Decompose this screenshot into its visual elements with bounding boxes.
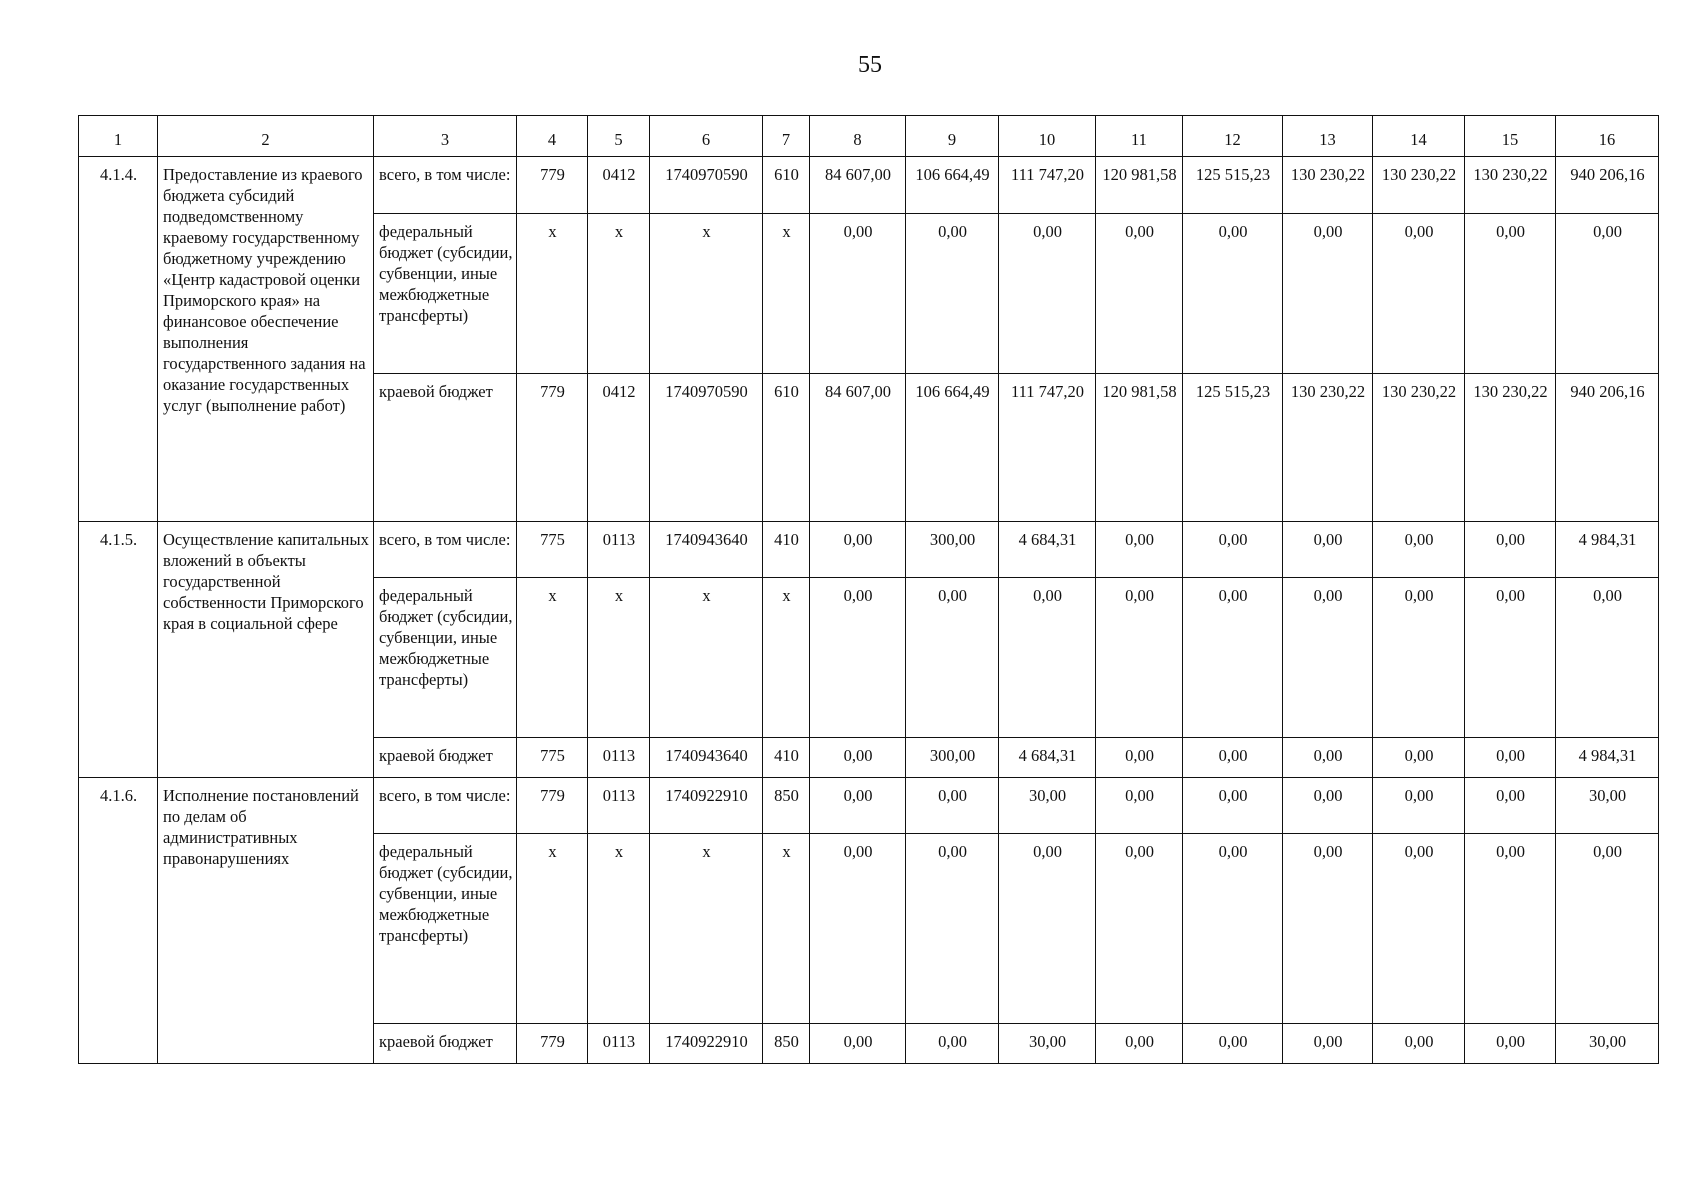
cell-col9: 0,00 xyxy=(906,214,999,374)
cell-col5: 0412 xyxy=(588,374,650,522)
cell-col11: 0,00 xyxy=(1096,214,1183,374)
cell-col8: 84 607,00 xyxy=(810,157,906,214)
cell-col4: 775 xyxy=(517,738,588,778)
cell-col15: 0,00 xyxy=(1465,834,1556,1024)
cell-col9: 0,00 xyxy=(906,778,999,834)
cell-col14: 0,00 xyxy=(1373,738,1465,778)
cell-col5: 0412 xyxy=(588,157,650,214)
cell-col12: 0,00 xyxy=(1183,738,1283,778)
cell-col4: 779 xyxy=(517,1024,588,1064)
cell-col8: 0,00 xyxy=(810,578,906,738)
cell-col13: 0,00 xyxy=(1283,834,1373,1024)
cell-col16: 0,00 xyxy=(1556,578,1659,738)
header-cell: 2 xyxy=(158,116,374,157)
cell-col16: 940 206,16 xyxy=(1556,374,1659,522)
cell-col11: 0,00 xyxy=(1096,522,1183,578)
budget-table xyxy=(78,115,1659,1064)
item-description: Исполнение постановлений по делам об административных правонарушениях xyxy=(158,778,374,1064)
cell-col10: 30,00 xyxy=(999,778,1096,834)
cell-col5: x xyxy=(588,578,650,738)
header-cell: 1 xyxy=(79,116,158,157)
cell-col6: 1740970590 xyxy=(650,374,763,522)
cell-col10: 4 684,31 xyxy=(999,522,1096,578)
cell-col6: 1740922910 xyxy=(650,778,763,834)
cell-col12: 125 515,23 xyxy=(1183,157,1283,214)
cell-col10: 4 684,31 xyxy=(999,738,1096,778)
cell-col12: 0,00 xyxy=(1183,578,1283,738)
cell-col9: 0,00 xyxy=(906,1024,999,1064)
cell-col8: 0,00 xyxy=(810,778,906,834)
cell-col12: 0,00 xyxy=(1183,1024,1283,1064)
table-row xyxy=(79,157,1659,214)
cell-col7: x xyxy=(763,834,810,1024)
header-cell: 12 xyxy=(1183,116,1283,157)
cell-col14: 0,00 xyxy=(1373,522,1465,578)
cell-col5: x xyxy=(588,214,650,374)
cell-col11: 0,00 xyxy=(1096,834,1183,1024)
cell-col6: x xyxy=(650,834,763,1024)
cell-col11: 0,00 xyxy=(1096,778,1183,834)
cell-col9: 106 664,49 xyxy=(906,374,999,522)
item-number: 4.1.6. xyxy=(79,778,158,1064)
cell-col15: 0,00 xyxy=(1465,578,1556,738)
cell-col8: 0,00 xyxy=(810,1024,906,1064)
cell-col9: 300,00 xyxy=(906,738,999,778)
table-body xyxy=(79,116,1659,1064)
cell-col7: 850 xyxy=(763,778,810,834)
header-cell: 11 xyxy=(1096,116,1183,157)
header-cell: 14 xyxy=(1373,116,1465,157)
cell-col15: 0,00 xyxy=(1465,738,1556,778)
funding-source: всего, в том числе: xyxy=(374,778,517,834)
cell-col14: 0,00 xyxy=(1373,214,1465,374)
cell-col14: 130 230,22 xyxy=(1373,374,1465,522)
header-cell: 15 xyxy=(1465,116,1556,157)
cell-col9: 106 664,49 xyxy=(906,157,999,214)
table-row xyxy=(79,778,1659,834)
cell-col13: 0,00 xyxy=(1283,738,1373,778)
cell-col5: 0113 xyxy=(588,738,650,778)
cell-col6: 1740970590 xyxy=(650,157,763,214)
header-cell: 10 xyxy=(999,116,1096,157)
cell-col8: 0,00 xyxy=(810,522,906,578)
cell-col8: 84 607,00 xyxy=(810,374,906,522)
cell-col6: 1740922910 xyxy=(650,1024,763,1064)
cell-col7: 410 xyxy=(763,738,810,778)
funding-source: федеральный бюджет (субсидии, субвенции, иные межбюджетные трансферты) xyxy=(374,214,517,374)
cell-col13: 0,00 xyxy=(1283,778,1373,834)
cell-col13: 0,00 xyxy=(1283,1024,1373,1064)
item-number: 4.1.4. xyxy=(79,157,158,522)
cell-col7: 410 xyxy=(763,522,810,578)
cell-col12: 0,00 xyxy=(1183,834,1283,1024)
cell-col10: 0,00 xyxy=(999,578,1096,738)
cell-col12: 0,00 xyxy=(1183,214,1283,374)
cell-col13: 130 230,22 xyxy=(1283,374,1373,522)
cell-col7: 610 xyxy=(763,374,810,522)
table-row xyxy=(79,522,1659,578)
cell-col14: 0,00 xyxy=(1373,778,1465,834)
funding-source: всего, в том числе: xyxy=(374,522,517,578)
cell-col7: x xyxy=(763,578,810,738)
cell-col11: 120 981,58 xyxy=(1096,374,1183,522)
cell-col6: x xyxy=(650,578,763,738)
cell-col12: 0,00 xyxy=(1183,522,1283,578)
cell-col10: 0,00 xyxy=(999,834,1096,1024)
header-cell: 5 xyxy=(588,116,650,157)
cell-col15: 130 230,22 xyxy=(1465,157,1556,214)
cell-col8: 0,00 xyxy=(810,214,906,374)
cell-col4: 779 xyxy=(517,778,588,834)
cell-col9: 0,00 xyxy=(906,578,999,738)
cell-col8: 0,00 xyxy=(810,738,906,778)
cell-col10: 30,00 xyxy=(999,1024,1096,1064)
header-cell: 9 xyxy=(906,116,999,157)
cell-col14: 130 230,22 xyxy=(1373,157,1465,214)
cell-col10: 0,00 xyxy=(999,214,1096,374)
funding-source: федеральный бюджет (субсидии, субвенции, иные межбюджетные трансферты) xyxy=(374,834,517,1024)
cell-col13: 0,00 xyxy=(1283,214,1373,374)
cell-col16: 0,00 xyxy=(1556,834,1659,1024)
cell-col14: 0,00 xyxy=(1373,1024,1465,1064)
cell-col4: 779 xyxy=(517,157,588,214)
cell-col5: x xyxy=(588,834,650,1024)
cell-col4: x xyxy=(517,214,588,374)
cell-col16: 4 984,31 xyxy=(1556,738,1659,778)
header-cell: 16 xyxy=(1556,116,1659,157)
cell-col15: 0,00 xyxy=(1465,522,1556,578)
item-description: Предоставление из краевого бюджета субсидий подведомственному краевому государственному бюджетному учреждению «Центр кадастровой оценки Приморского края» на финансовое обеспечение выполнения государственного задания на оказание государственных услуг (выполнение работ) xyxy=(158,157,374,522)
cell-col13: 0,00 xyxy=(1283,522,1373,578)
cell-col9: 0,00 xyxy=(906,834,999,1024)
cell-col7: 610 xyxy=(763,157,810,214)
cell-col5: 0113 xyxy=(588,1024,650,1064)
cell-col7: x xyxy=(763,214,810,374)
funding-source: федеральный бюджет (субсидии, субвенции, иные межбюджетные трансферты) xyxy=(374,578,517,738)
cell-col6: 1740943640 xyxy=(650,738,763,778)
cell-col12: 125 515,23 xyxy=(1183,374,1283,522)
cell-col9: 300,00 xyxy=(906,522,999,578)
cell-col4: 775 xyxy=(517,522,588,578)
item-number: 4.1.5. xyxy=(79,522,158,778)
cell-col15: 0,00 xyxy=(1465,214,1556,374)
cell-col13: 0,00 xyxy=(1283,578,1373,738)
header-cell: 7 xyxy=(763,116,810,157)
cell-col16: 940 206,16 xyxy=(1556,157,1659,214)
cell-col11: 120 981,58 xyxy=(1096,157,1183,214)
header-cell: 13 xyxy=(1283,116,1373,157)
header-cell: 8 xyxy=(810,116,906,157)
cell-col12: 0,00 xyxy=(1183,778,1283,834)
cell-col15: 0,00 xyxy=(1465,1024,1556,1064)
funding-source: краевой бюджет xyxy=(374,1024,517,1064)
cell-col7: 850 xyxy=(763,1024,810,1064)
cell-col4: x xyxy=(517,834,588,1024)
cell-col11: 0,00 xyxy=(1096,1024,1183,1064)
cell-col14: 0,00 xyxy=(1373,578,1465,738)
cell-col5: 0113 xyxy=(588,522,650,578)
cell-col6: x xyxy=(650,214,763,374)
cell-col16: 0,00 xyxy=(1556,214,1659,374)
cell-col16: 30,00 xyxy=(1556,778,1659,834)
cell-col14: 0,00 xyxy=(1373,834,1465,1024)
cell-col4: 779 xyxy=(517,374,588,522)
cell-col6: 1740943640 xyxy=(650,522,763,578)
header-cell: 4 xyxy=(517,116,588,157)
cell-col10: 111 747,20 xyxy=(999,157,1096,214)
cell-col13: 130 230,22 xyxy=(1283,157,1373,214)
cell-col11: 0,00 xyxy=(1096,738,1183,778)
cell-col10: 111 747,20 xyxy=(999,374,1096,522)
cell-col15: 130 230,22 xyxy=(1465,374,1556,522)
cell-col16: 30,00 xyxy=(1556,1024,1659,1064)
cell-col15: 0,00 xyxy=(1465,778,1556,834)
cell-col5: 0113 xyxy=(588,778,650,834)
header-cell: 6 xyxy=(650,116,763,157)
funding-source: всего, в том числе: xyxy=(374,157,517,214)
cell-col11: 0,00 xyxy=(1096,578,1183,738)
funding-source: краевой бюджет xyxy=(374,374,517,522)
cell-col8: 0,00 xyxy=(810,834,906,1024)
cell-col16: 4 984,31 xyxy=(1556,522,1659,578)
header-cell: 3 xyxy=(374,116,517,157)
funding-source: краевой бюджет xyxy=(374,738,517,778)
page-number: 55 xyxy=(858,52,882,78)
header-row xyxy=(79,116,1659,157)
item-description: Осуществление капитальных вложений в объекты государственной собственности Приморского края в социальной сфере xyxy=(158,522,374,778)
cell-col4: x xyxy=(517,578,588,738)
